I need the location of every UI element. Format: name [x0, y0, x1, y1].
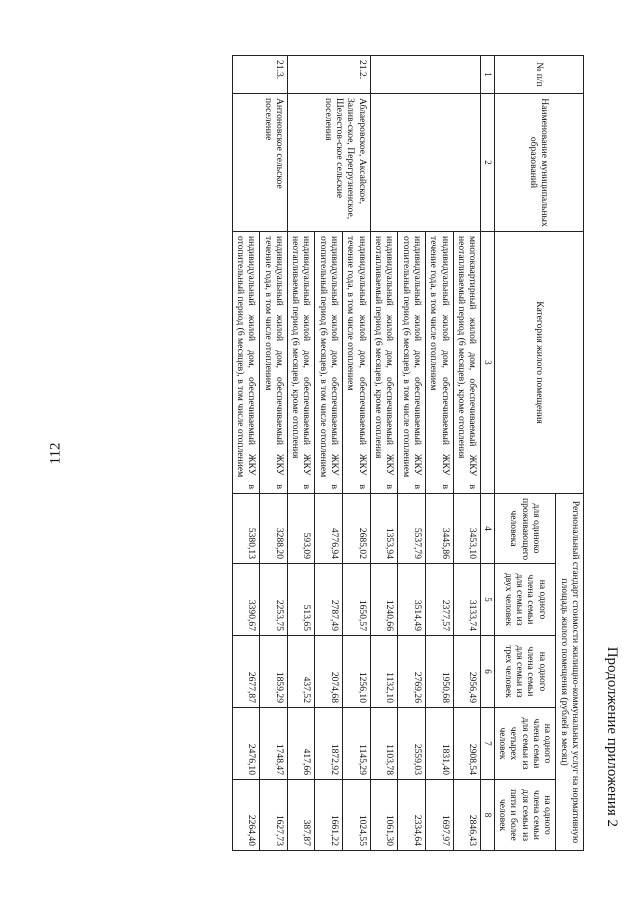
value-cell: 1061,30 [370, 780, 398, 851]
table-row [343, 56, 371, 851]
value-cell: 417,66 [287, 708, 315, 780]
col-number: 4 [481, 494, 495, 564]
value-cell: 4776,94 [315, 494, 343, 564]
col-number: 8 [481, 780, 495, 851]
municipality-name: Антоновское сельское поселение [232, 94, 287, 232]
category-cell: индивидуальный жилой дом, обеспечиваемый ЖКУ в отопительный период (6 месяцев), в том числе отоплением [315, 232, 343, 494]
value-cell: 2253,75 [260, 564, 288, 636]
value-cell: 2769,26 [398, 636, 426, 708]
value-cell: 1748,47 [260, 708, 288, 780]
value-cell: 1697,97 [425, 780, 453, 851]
value-cell: 1859,29 [260, 636, 288, 708]
col-number: 1 [481, 56, 495, 94]
municipality-name [370, 94, 481, 232]
value-cell: 3453,10 [453, 494, 481, 564]
municipality-name: Аблаеровское, Аксайское, Залив-ское, Перегрузненское, Шелестов-ское сельские поселения [287, 94, 370, 232]
value-cell: 1024,55 [343, 780, 371, 851]
value-cell: 1353,94 [370, 494, 398, 564]
row-number: 21.3. [232, 56, 287, 94]
value-cell: 1650,57 [343, 564, 371, 636]
category-cell: индивидуальный жилой дом, обеспечиваемый ЖКУ в отопительный период (6 месяцев), в том числе отоплением [232, 232, 260, 494]
value-cell: 2074,68 [315, 636, 343, 708]
value-cell: 1872,92 [315, 708, 343, 780]
value-cell: 2559,03 [398, 708, 426, 780]
housing-standard-table [232, 55, 584, 851]
appendix-caption: Продолжение приложения 2 [604, 646, 620, 827]
value-cell: 2908,54 [453, 708, 481, 780]
value-cell: 1132,10 [370, 636, 398, 708]
header-single: для одиноко проживающего человека [494, 494, 556, 564]
header-family-3: на одного члена семьи для семьи из трех человек [494, 636, 556, 708]
col-number: 2 [481, 94, 495, 232]
table-row [453, 56, 481, 851]
value-cell: 1661,22 [315, 780, 343, 851]
value-cell: 3514,49 [398, 564, 426, 636]
value-cell: 513,65 [287, 564, 315, 636]
table-row [260, 56, 288, 851]
value-cell: 1256,10 [343, 636, 371, 708]
value-cell: 437,52 [287, 636, 315, 708]
value-cell: 387,87 [287, 780, 315, 851]
header-category: Категория жилого помещения [494, 232, 583, 494]
row-number: 21.2. [287, 56, 370, 94]
value-cell: 5380,13 [232, 494, 260, 564]
header-standard: Региональный стандарт стоимости жилищно-коммунальных услуг на нормативную площадь жилого помещения (рублей в месяц) [556, 494, 584, 851]
category-cell: индивидуальный жилой дом, обеспечиваемый ЖКУ в течение года, в том числе отоплением [260, 232, 288, 494]
value-cell: 2334,64 [398, 780, 426, 851]
value-cell: 593,09 [287, 494, 315, 564]
col-number: 7 [481, 708, 495, 780]
value-cell: 1831,40 [425, 708, 453, 780]
category-cell: индивидуальный жилой дом, обеспечиваемый ЖКУ в отопительный период (6 месяцев), в том числе отоплением [398, 232, 426, 494]
value-cell: 2846,43 [453, 780, 481, 851]
header-family-4: на одного члена семьи для семьи из четырех человек [494, 708, 556, 780]
value-cell: 3445,86 [425, 494, 453, 564]
value-cell: 2685,02 [343, 494, 371, 564]
value-cell: 3288,20 [260, 494, 288, 564]
page-number: 112 [47, 442, 64, 465]
value-cell: 2787,49 [315, 564, 343, 636]
value-cell: 1145,29 [343, 708, 371, 780]
value-cell: 1950,68 [425, 636, 453, 708]
header-family-2: на одного члена семьи для семьи из двух человек [494, 564, 556, 636]
value-cell: 3133,74 [453, 564, 481, 636]
value-cell: 2677,87 [232, 636, 260, 708]
header-family-5: на одного члена семьи для семьи из пяти и более человек [494, 780, 556, 851]
category-cell: индивидуальный жилой дом, обеспечиваемый ЖКУ в течение года, в том числе отоплением [343, 232, 371, 494]
header-municipality: Наименование муниципальных образований [494, 94, 583, 232]
category-cell: индивидуальный жилой дом, обеспечиваемый ЖКУ в течение года, в том числе отоплением [425, 232, 453, 494]
category-cell: индивидуальный жилой дом, обеспечиваемый ЖКУ в неотапливаемый период (6 месяцев), кроме отопления [370, 232, 398, 494]
value-cell: 1240,66 [370, 564, 398, 636]
col-number: 3 [481, 232, 495, 494]
value-cell: 1103,78 [370, 708, 398, 780]
value-cell: 2377,57 [425, 564, 453, 636]
value-cell: 5537,79 [398, 494, 426, 564]
category-cell: индивидуальный жилой дом, обеспечиваемый ЖКУ в неотапливаемый период (6 месяцев), кроме отопления [287, 232, 315, 494]
value-cell: 2476,10 [232, 708, 260, 780]
value-cell: 2264,40 [232, 780, 260, 851]
value-cell: 1627,73 [260, 780, 288, 851]
value-cell: 3390,67 [232, 564, 260, 636]
col-number: 5 [481, 564, 495, 636]
value-cell: 2956,49 [453, 636, 481, 708]
row-number [370, 56, 481, 94]
header-no: № п/п [494, 56, 583, 94]
col-number: 6 [481, 636, 495, 708]
category-cell: многоквартирный жилой дом, обеспечиваемый ЖКУ в неотапливаемый период (6 месяцев), кроме отопления [453, 232, 481, 494]
